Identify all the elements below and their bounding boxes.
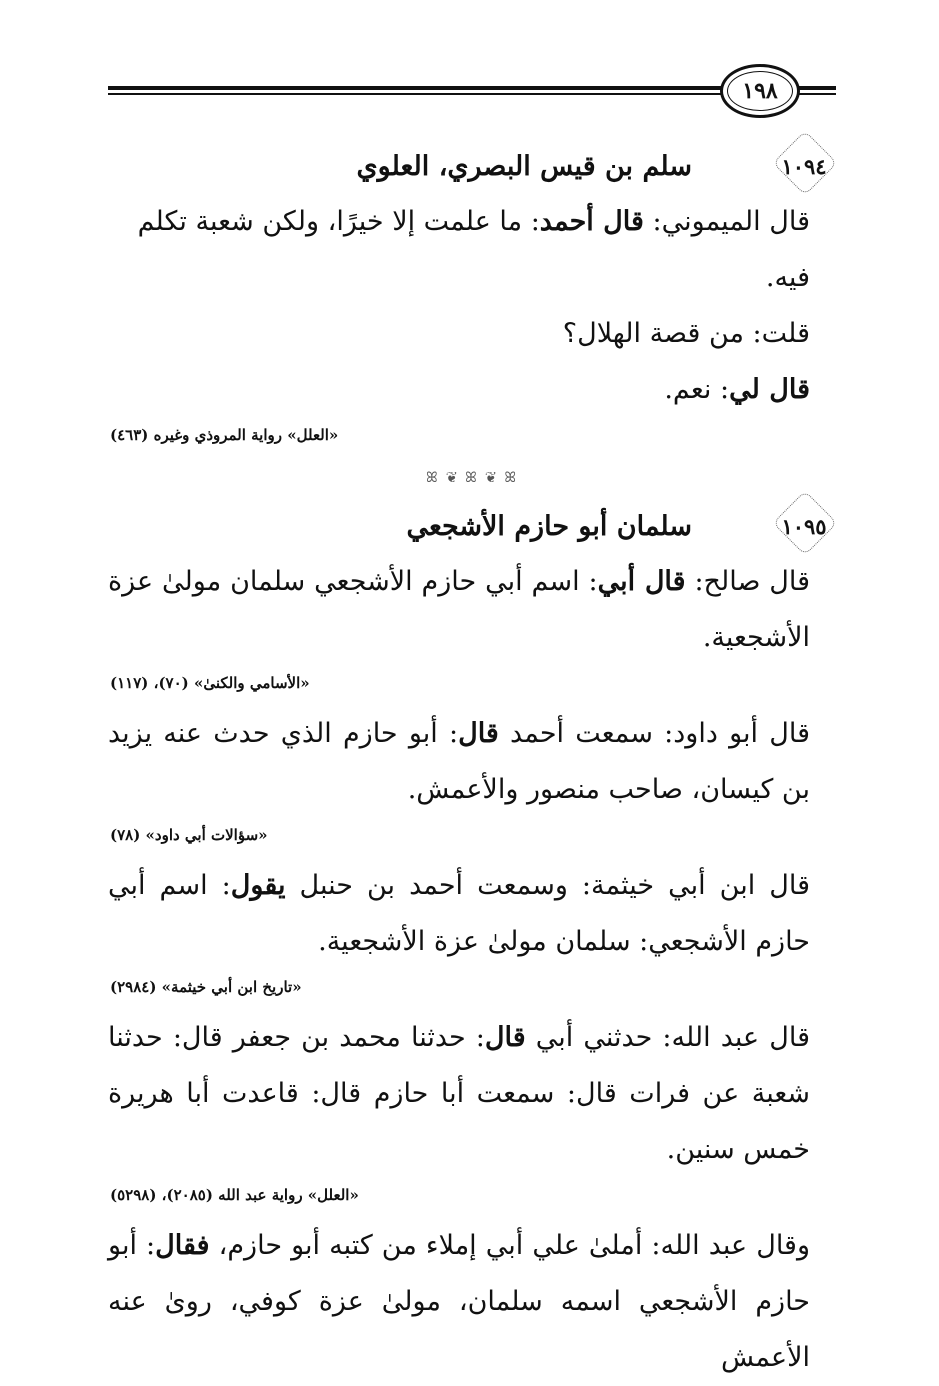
entry-number-badge	[772, 506, 836, 546]
entry-number: ١٠٩٥	[781, 513, 827, 539]
source-citation: «العلل» رواية عبد الله (٢٠٨٥)، (٥٢٩٨)	[110, 1186, 359, 1204]
source-citation: «تاريخ ابن أبي خيثمة» (٢٩٨٤)	[110, 978, 302, 996]
text-paragraph: قال أبو داود: سمعت أحمد قال: أبو حازم الذي حدث عنه يزيد بن كيسان، صاحب منصور والأعمش.	[108, 718, 810, 805]
entry-heading	[108, 138, 836, 194]
source-citation: «العلل» رواية المروذي وغيره (٤٦٣)	[110, 426, 339, 444]
text-paragraph: قال ابن أبي خيثمة: وسمعت أحمد بن حنبل يقول: اسم أبي حازم الأشجعي: سلمان مولىٰ عزة الأشجعية.	[108, 870, 810, 957]
entry-heading	[108, 498, 836, 554]
entry-title: سلمان أبو حازم الأشجعي	[406, 510, 692, 542]
header-rule-thin	[108, 93, 722, 95]
text-paragraph: وقال عبد الله: أملىٰ علي أبي إملاء من كتبه أبو حازم، فقال: أبو حازم الأشجعي اسمه سلمان، مولىٰ عزة كوفي، روىٰ عنه الأعمش	[108, 1230, 810, 1373]
header-rule	[108, 86, 722, 90]
text-paragraph: قال صالح: قال أبي: اسم أبي حازم الأشجعي سلمان مولىٰ عزة الأشجعية.	[108, 566, 811, 653]
source-citation: «الأسامي والكنىٰ» (٧٠)، (١١٧)	[110, 674, 310, 692]
header-rule-right-thin	[798, 93, 836, 95]
page-body	[108, 138, 836, 1386]
header-rule-right	[798, 86, 836, 90]
page-header	[108, 62, 836, 122]
text-line: قلت: من قصة الهلال؟	[562, 318, 810, 349]
page-number: ١٩٨	[720, 64, 800, 118]
text-paragraph: قال عبد الله: حدثني أبي قال: حدثنا محمد بن جعفر قال: حدثنا شعبة عن فرات قال: سمعت أبا حازم قال: قاعدت أبا هريرة خمس سنين.	[108, 1022, 810, 1165]
text-line: قال لي: نعم.	[664, 374, 810, 405]
entry-number: ١٠٩٤	[781, 153, 827, 179]
text-line: قال الميموني: قال أحمد: ما علمت إلا خيرًا، ولكن شعبة تكلم فيه.	[137, 206, 810, 293]
source-citation: «سؤالات أبي داود» (٧٨)	[110, 826, 268, 844]
entry-number-badge	[772, 146, 836, 186]
section-divider: ꕤ ❦ ꕤ ❦ ꕤ	[425, 470, 519, 486]
entry-title: سلم بن قيس البصري، العلوي	[356, 150, 692, 182]
